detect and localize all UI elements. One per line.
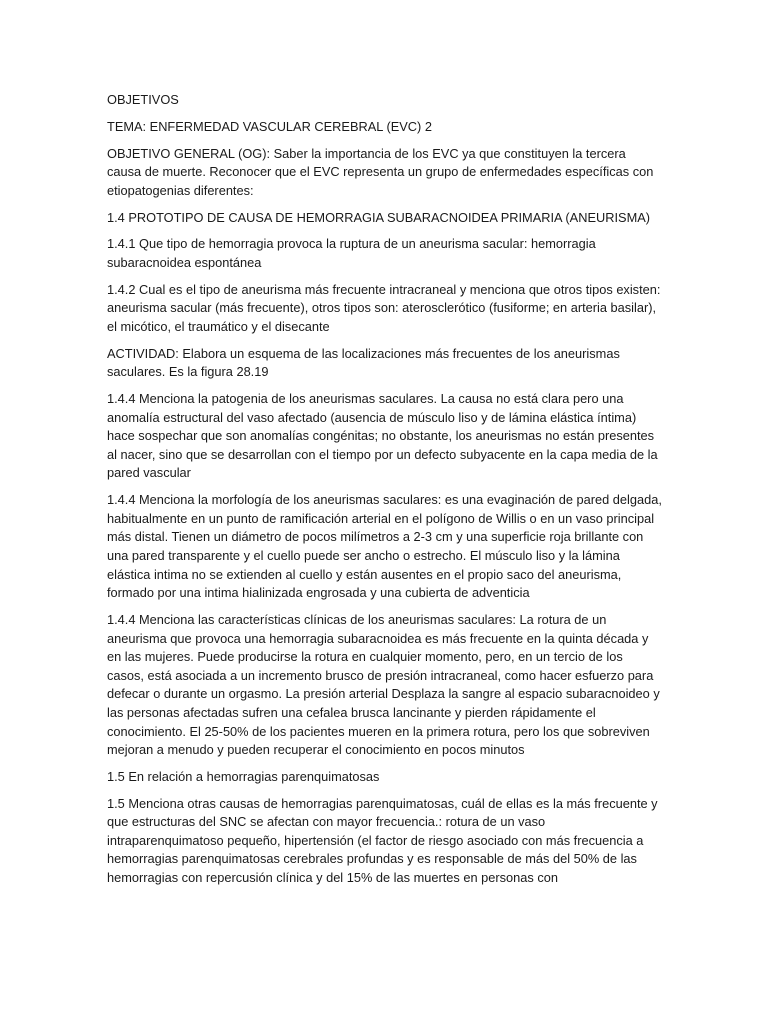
- question-morphology: 1.4.4 Menciona la morfología de los aneurismas saculares: es una evaginación de pared delgada, habitualmente en un punto de ramificación arterial en el polígono de Willis o en un vaso principal más distal. Tienen un diámetro de pocos milímetros a 2-3 cm y una superficie roja brillante con una pared transparente y el cuello puede ser ancho o estrecho. El músculo liso y la lámina elástica intima no se extienden al cuello y están ausentes en el propio saco del aneurisma, formado por una intima hialinizada engrosada y una cubierta de adventicia: [107, 492, 662, 601]
- question-1-4-2: 1.4.2 Cual es el tipo de aneurisma más frecuente intracraneal y menciona que otros tipos existen: aneurisma sacular (más frecuente), otros tipos son: aterosclerótico (fusiforme; en arteria basilar), el micótico, el traumático y el disecante: [107, 281, 661, 334]
- question-1-5: 1.5 Menciona otras causas de hemorragias parenquimatosas, cuál de ellas es la más frecuente y que estructuras del SNC se afectan con mayor frecuencia.: rotura de un vaso intraparenquimatoso pequeño, hipertensión (el factor de riesgo asociado con más frecuencia a hemorragias parenquimatosas cerebrales profundas y es responsable de más del 50% de las hemorragias con repercusión clínica y del 15% de las muertes en personas con: [107, 795, 658, 886]
- document-heading: OBJETIVOS: [107, 92, 179, 107]
- question-pathogenesis: 1.4.4 Menciona la patogenia de los aneurismas saculares. La causa no está clara pero una anomalía estructural del vaso afectado (ausencia de músculo liso y de lámina elástica íntima) hace sospechar que son anomalías congénitas; no obstante, los aneurismas no están presentes al nacer, sino que se desarrollan con el tiempo por un defecto subyacente en la capa media de la pared vascular: [107, 391, 658, 481]
- section-heading-1-4: 1.4 PROTOTIPO DE CAUSA DE HEMORRAGIA SUBARACNOIDEA PRIMARIA (ANEURISMA): [107, 209, 651, 225]
- question-clinical-features: 1.4.4 Menciona las características clínicas de los aneurismas saculares: La rotura de un aneurisma que provoca una hemorragia subaracnoidea es más frecuente en la quinta década y en las mujeres. Puede producirse la rotura en cualquier momento, pero, en un tercio de los casos, está asociada a un incremento brusco de presión intracraneal, como hacer esfuerzo para defecar o durante un orgasmo. La presión arterial Desplaza la sangre al espacio subaracnoideo y las personas afectadas sufren una cefalea brusca lancinante y pierden rápidamente el conocimiento. El 25-50% de los pacientes mueren en la primera rotura, pero los que sobreviven mejoran a menudo y pueden recuperar el conocimiento en pocos minutos: [107, 611, 660, 758]
- document-body: [107, 91, 663, 896]
- topic-line: TEMA: ENFERMEDAD VASCULAR CEREBRAL (EVC) 2: [107, 118, 432, 134]
- question-1-4-1: 1.4.1 Que tipo de hemorragia provoca la ruptura de un aneurisma sacular: hemorragia subaracnoidea espontánea: [107, 236, 596, 270]
- general-objective-paragraph: OBJETIVO GENERAL (OG): Saber la importancia de los EVC ya que constituyen la tercera causa de muerte. Reconocer que el EVC representa un grupo de enfermedades específicas con etiopatogenias diferentes:: [107, 145, 654, 198]
- activity-paragraph: ACTIVIDAD: Elabora un esquema de las localizaciones más frecuentes de los aneurismas saculares. Es la figura 28.19: [107, 345, 620, 380]
- section-heading-1-5: 1.5 En relación a hemorragias parenquimatosas: [107, 768, 380, 784]
